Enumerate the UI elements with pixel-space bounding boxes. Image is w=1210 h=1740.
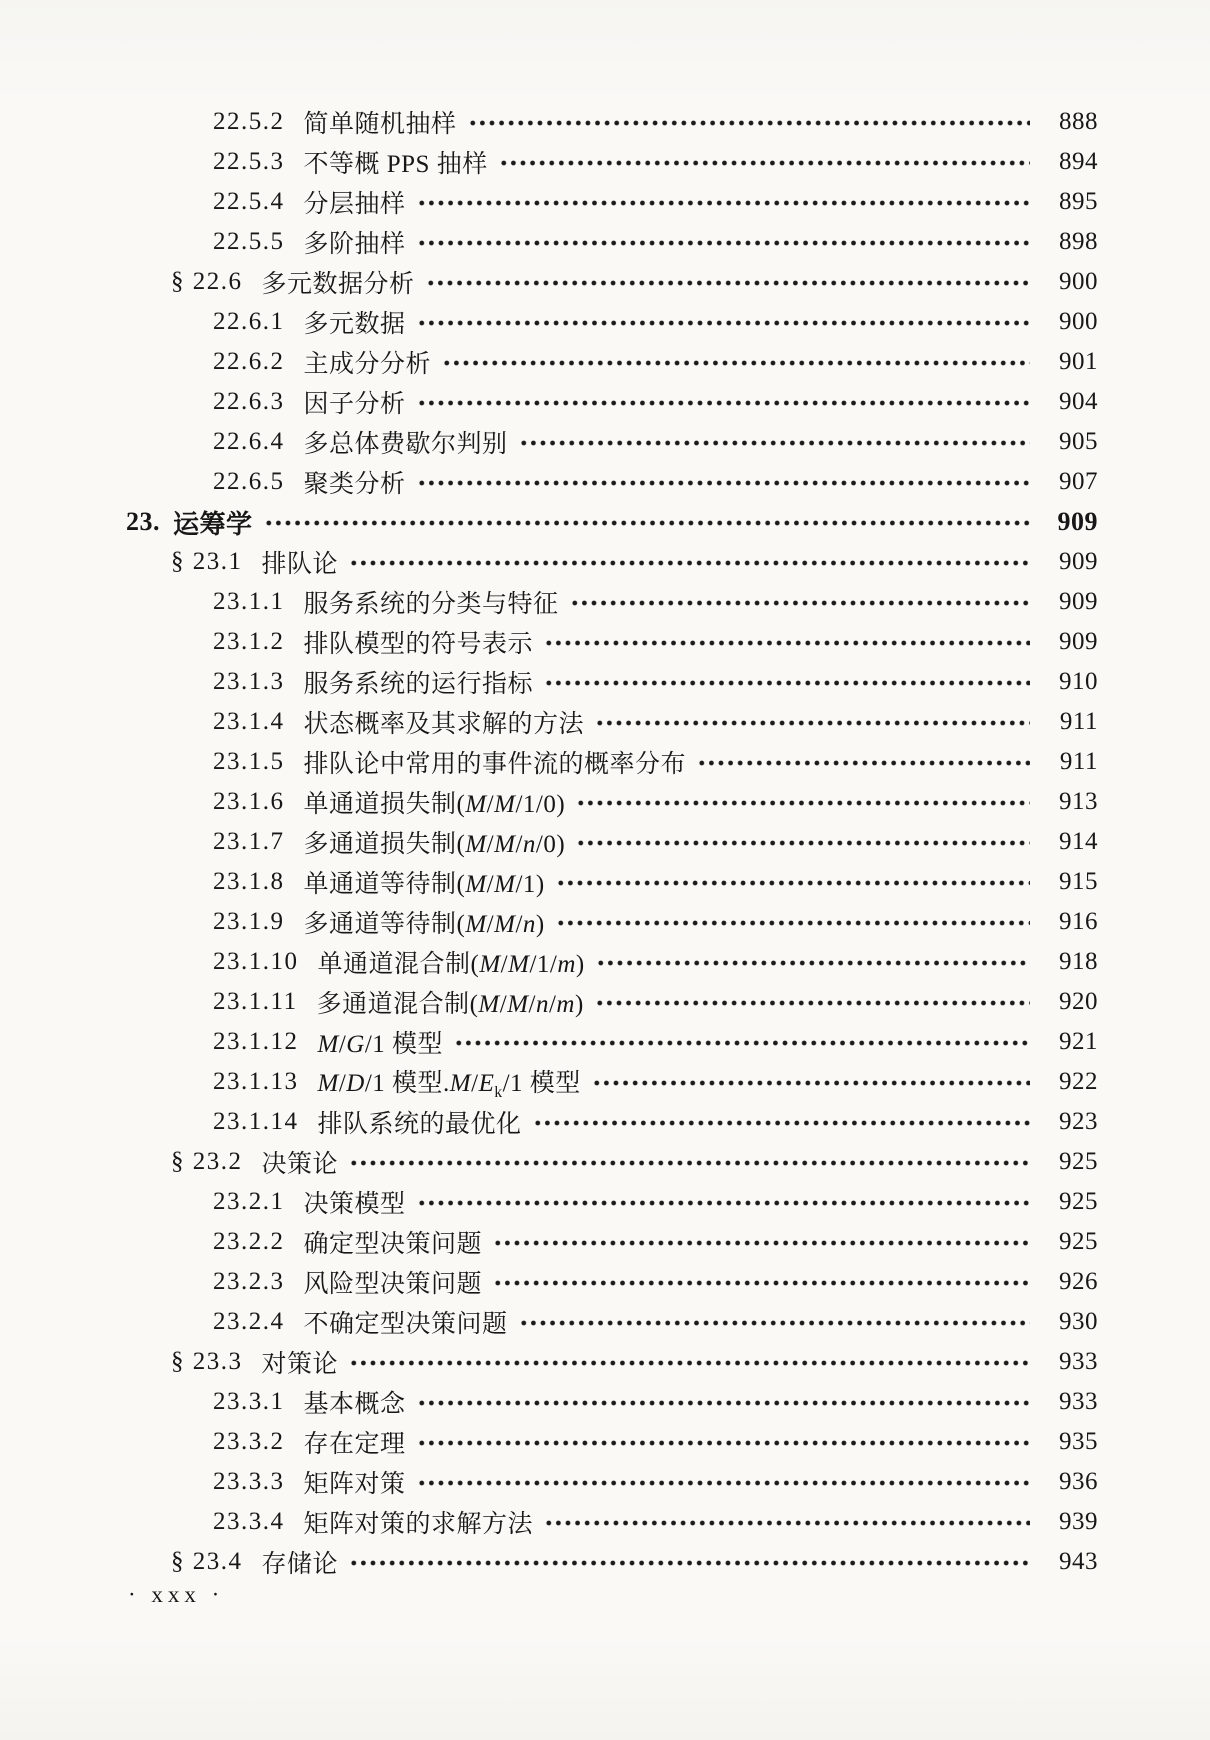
dot-leader <box>576 838 1030 848</box>
dot-leader <box>349 1558 1030 1568</box>
toc-entry-title: 矩阵对策的求解方法 <box>303 1511 534 1538</box>
toc-entry-title: 单通道损失制(M/M/1/0) <box>303 791 566 818</box>
toc-entry-title: 运筹学 <box>173 509 253 539</box>
toc-entry-page: 910 <box>1059 668 1098 695</box>
toc-entry-number: § 23.2 <box>171 1148 243 1175</box>
toc-entry-number: 23.1.12 <box>213 1028 299 1055</box>
toc-entry-page: 936 <box>1059 1468 1098 1495</box>
toc-entry-22-5-3 <box>126 142 1098 182</box>
toc-entry-number: 23.3.1 <box>213 1388 285 1415</box>
toc-entry-number: 23.3.3 <box>213 1468 285 1495</box>
toc-entry-page: 925 <box>1059 1148 1098 1175</box>
toc-entry-page: 898 <box>1059 228 1098 255</box>
dot-leader <box>519 438 1030 448</box>
toc-entry-title: 不等概 PPS 抽样 <box>303 151 488 178</box>
toc-entry-23-1-8 <box>126 862 1098 902</box>
toc-entry-title: 排队系统的最优化 <box>317 1111 522 1138</box>
toc-entry-title: 多阶抽样 <box>303 231 406 258</box>
toc-entry-23-3-4 <box>126 1502 1098 1542</box>
toc-entry-page: 909 <box>1059 628 1098 655</box>
toc-entry-number: 23.1.2 <box>213 628 285 655</box>
toc-entry-23-1-2 <box>126 622 1098 662</box>
toc-entry-number: 23.1.10 <box>213 948 299 975</box>
toc-entry-22-6-2 <box>126 342 1098 382</box>
toc-entry-22-6-1 <box>126 302 1098 342</box>
toc-entry-title: 排队模型的符号表示 <box>303 631 534 658</box>
toc-entry-23-1-1 <box>126 582 1098 622</box>
toc-entry-page: 915 <box>1059 868 1098 895</box>
dot-leader <box>592 1078 1030 1088</box>
toc-entry-page: 904 <box>1059 388 1098 415</box>
dot-leader <box>697 758 1030 768</box>
dot-leader <box>426 278 1030 288</box>
dot-leader <box>533 1118 1030 1128</box>
toc-entry-number: 23.1.5 <box>213 748 285 775</box>
toc-entry-page: 925 <box>1059 1228 1098 1255</box>
toc-entry-title: 服务系统的分类与特征 <box>303 591 559 618</box>
toc-entry-number: § 23.3 <box>171 1348 243 1375</box>
toc-entry-number: 23.1.14 <box>213 1108 299 1135</box>
toc-entry-title: M/D/1 模型$.M/E_k/1$ 模型 <box>317 1069 581 1101</box>
toc-entry-page: 894 <box>1059 148 1098 175</box>
toc-entry-number: 23.2.2 <box>213 1228 285 1255</box>
toc-entry-number: 23.1.4 <box>213 708 285 735</box>
dot-leader <box>442 358 1030 368</box>
toc-entry-23-1-12 <box>126 1022 1098 1062</box>
dot-leader <box>417 1398 1030 1408</box>
toc-entry-page: 920 <box>1059 988 1098 1015</box>
dot-leader <box>493 1278 1030 1288</box>
toc-entry-title: 单通道混合制(M/M/1/m) <box>317 951 585 978</box>
toc-entry-page: 900 <box>1059 268 1098 295</box>
toc-entry-title: 多通道混合制(M/M/n/m) <box>316 991 584 1018</box>
dot-leader <box>499 158 1030 168</box>
toc-entry-page: 905 <box>1059 428 1098 455</box>
toc-entry-22-5-4 <box>126 182 1098 222</box>
toc-entry-number: 23.1.6 <box>213 788 285 815</box>
toc-entry-page: 933 <box>1059 1388 1098 1415</box>
toc-entry-title: 基本概念 <box>303 1391 406 1418</box>
toc-list <box>126 102 1098 1582</box>
toc-entry-title: 确定型决策问题 <box>303 1231 483 1258</box>
toc-entry-22-6-3 <box>126 382 1098 422</box>
dot-leader <box>519 1318 1030 1328</box>
toc-entry-page: 933 <box>1059 1348 1098 1375</box>
toc-entry-title: 多总体费歇尔判别 <box>303 431 508 458</box>
toc-entry-page: 913 <box>1059 788 1098 815</box>
toc-entry-22-6-5 <box>126 462 1098 502</box>
dot-leader <box>544 638 1030 648</box>
dot-leader <box>544 1518 1030 1528</box>
toc-entry-23-1-14 <box>126 1102 1098 1142</box>
toc-entry-title: 多元数据分析 <box>261 271 415 298</box>
toc-entry-23-2-3 <box>126 1262 1098 1302</box>
toc-entry-page: 901 <box>1059 348 1098 375</box>
toc-entry-23-2-4 <box>126 1302 1098 1342</box>
toc-entry-title: 主成分分析 <box>303 351 432 378</box>
toc-entry-22-5-5 <box>126 222 1098 262</box>
dot-leader <box>417 1478 1030 1488</box>
toc-entry-number: § 22.6 <box>171 268 243 295</box>
toc-entry-page: 909 <box>1057 507 1098 536</box>
toc-entry-title: 存在定理 <box>303 1431 406 1458</box>
toc-entry-title: 多元数据 <box>303 311 406 338</box>
toc-entry-number: 23.1.9 <box>213 908 285 935</box>
toc-entry-23-1-6 <box>126 782 1098 822</box>
toc-entry-number: 22.6.1 <box>213 308 285 335</box>
toc-entry-title: 状态概率及其求解的方法 <box>303 711 585 738</box>
toc-entry-23-4 <box>126 1542 1098 1582</box>
dot-leader <box>454 1038 1030 1048</box>
toc-entry-number: 23.1.1 <box>213 588 285 615</box>
toc-entry-23-3-1 <box>126 1382 1098 1422</box>
toc-entry-23-1-7 <box>126 822 1098 862</box>
dot-leader <box>417 1198 1030 1208</box>
toc-entry-page: 923 <box>1059 1108 1098 1135</box>
toc-entry-23-2-1 <box>126 1182 1098 1222</box>
dot-leader <box>417 318 1030 328</box>
toc-entry-number: 23.3.2 <box>213 1428 285 1455</box>
toc-entry-title: 存储论 <box>261 1551 339 1578</box>
dot-leader <box>264 518 1030 528</box>
toc-entry-number: 23.2.4 <box>213 1308 285 1335</box>
page-number-footer: · xxx · <box>128 1582 225 1607</box>
toc-entry-page: 914 <box>1059 828 1098 855</box>
toc-entry-title: 决策模型 <box>303 1191 406 1218</box>
toc-entry-title: 简单随机抽样 <box>303 111 457 138</box>
toc-entry-title: 矩阵对策 <box>303 1471 406 1498</box>
toc-entry-number: 22.6.4 <box>213 428 285 455</box>
toc-entry-page: 930 <box>1059 1308 1098 1335</box>
toc-entry-page: 943 <box>1059 1548 1098 1575</box>
toc-entry-title: 聚类分析 <box>303 471 406 498</box>
toc-entry-23-1-3 <box>126 662 1098 702</box>
toc-entry-number: 23.1.7 <box>213 828 285 855</box>
toc-entry-page: 926 <box>1059 1268 1098 1295</box>
toc-entry-number: 23. <box>126 507 160 536</box>
toc-entry-number: 23.1.8 <box>213 868 285 895</box>
toc-entry-number: 23.3.4 <box>213 1508 285 1535</box>
dot-leader <box>349 1358 1030 1368</box>
toc-entry-page: 925 <box>1059 1188 1098 1215</box>
toc-entry-22-6-4 <box>126 422 1098 462</box>
toc-entry-23-3-2 <box>126 1422 1098 1462</box>
dot-leader <box>570 598 1030 608</box>
toc-entry-title: 因子分析 <box>303 391 406 418</box>
toc-entry-23-1-11 <box>126 982 1098 1022</box>
toc-entry-page: 895 <box>1059 188 1098 215</box>
toc-entry-page: 935 <box>1059 1428 1098 1455</box>
toc-entry-page: 911 <box>1059 748 1098 775</box>
toc-entry-23-2-2 <box>126 1222 1098 1262</box>
dot-leader <box>595 998 1030 1008</box>
toc-entry-title: 对策论 <box>261 1351 339 1378</box>
dot-leader <box>468 118 1030 128</box>
toc-entry-title: 排队论中常用的事件流的概率分布 <box>303 751 687 778</box>
toc-entry-page: 907 <box>1059 468 1098 495</box>
toc-entry-title: 排队论 <box>261 551 339 578</box>
toc-entry-title: 决策论 <box>261 1151 339 1178</box>
toc-entry-page: 939 <box>1059 1508 1098 1535</box>
toc-entry-page: 909 <box>1059 588 1098 615</box>
toc-entry-page: 909 <box>1059 548 1098 575</box>
toc-entry-number: 22.6.3 <box>213 388 285 415</box>
toc-entry-number: 22.5.2 <box>213 108 285 135</box>
toc-entry-title: 分层抽样 <box>303 191 406 218</box>
toc-entry-title: M/G/1 模型 <box>317 1031 444 1058</box>
dot-leader <box>596 958 1030 968</box>
dot-leader <box>556 878 1030 888</box>
toc-entry-23-1-13 <box>126 1062 1098 1102</box>
toc-entry-number: 23.1.13 <box>213 1068 299 1095</box>
toc-entry-22-5-2 <box>126 102 1098 142</box>
toc-entry-23-3-3 <box>126 1462 1098 1502</box>
toc-entry-23-2 <box>126 1142 1098 1182</box>
dot-leader <box>417 198 1030 208</box>
toc-entry-23-1 <box>126 542 1098 582</box>
dot-leader <box>417 238 1030 248</box>
toc-entry-23-1-5 <box>126 742 1098 782</box>
toc-entry-number: 22.6.5 <box>213 468 285 495</box>
toc-entry-number: 22.6.2 <box>213 348 285 375</box>
toc-entry-title: 多通道损失制(M/M/n/0) <box>303 831 566 858</box>
dot-leader <box>349 558 1030 568</box>
toc-entry-number: 23.1.11 <box>213 988 298 1015</box>
dot-leader <box>349 1158 1030 1168</box>
toc-entry-number: 22.5.3 <box>213 148 285 175</box>
toc-entry-title: 服务系统的运行指标 <box>303 671 534 698</box>
dot-leader <box>576 798 1030 808</box>
toc-entry-page: 918 <box>1059 948 1098 975</box>
dot-leader <box>493 1238 1030 1248</box>
toc-entry-number: 22.5.4 <box>213 188 285 215</box>
dot-leader <box>544 678 1030 688</box>
toc-entry-23-3 <box>126 1342 1098 1382</box>
toc-entry-page: 911 <box>1059 708 1098 735</box>
toc-entry-number: 22.5.5 <box>213 228 285 255</box>
toc-entry-number: § 23.1 <box>171 548 243 575</box>
toc-entry-page: 916 <box>1059 908 1098 935</box>
toc-entry-23-1-9 <box>126 902 1098 942</box>
toc-entry-page: 888 <box>1059 108 1098 135</box>
toc-entry-page: 900 <box>1059 308 1098 335</box>
toc-entry-title: 多通道等待制(M/M/n) <box>303 911 545 938</box>
toc-entry-page: 922 <box>1059 1068 1098 1095</box>
toc-entry-number: 23.2.3 <box>213 1268 285 1295</box>
dot-leader <box>417 478 1030 488</box>
toc-entry-number: § 23.4 <box>171 1548 243 1575</box>
toc-entry-title: 单通道等待制(M/M/1) <box>303 871 545 898</box>
toc-entry-22-6 <box>126 262 1098 302</box>
toc-entry-23-1-4 <box>126 702 1098 742</box>
dot-leader <box>556 918 1030 928</box>
dot-leader <box>595 718 1030 728</box>
toc-entry-23 <box>126 502 1098 542</box>
dot-leader <box>417 1438 1030 1448</box>
toc-entry-page: 921 <box>1059 1028 1098 1055</box>
toc-entry-title: 风险型决策问题 <box>303 1271 483 1298</box>
dot-leader <box>417 398 1030 408</box>
toc-entry-number: 23.2.1 <box>213 1188 285 1215</box>
toc-entry-title: 不确定型决策问题 <box>303 1311 508 1338</box>
toc-entry-23-1-10 <box>126 942 1098 982</box>
toc-entry-number: 23.1.3 <box>213 668 285 695</box>
